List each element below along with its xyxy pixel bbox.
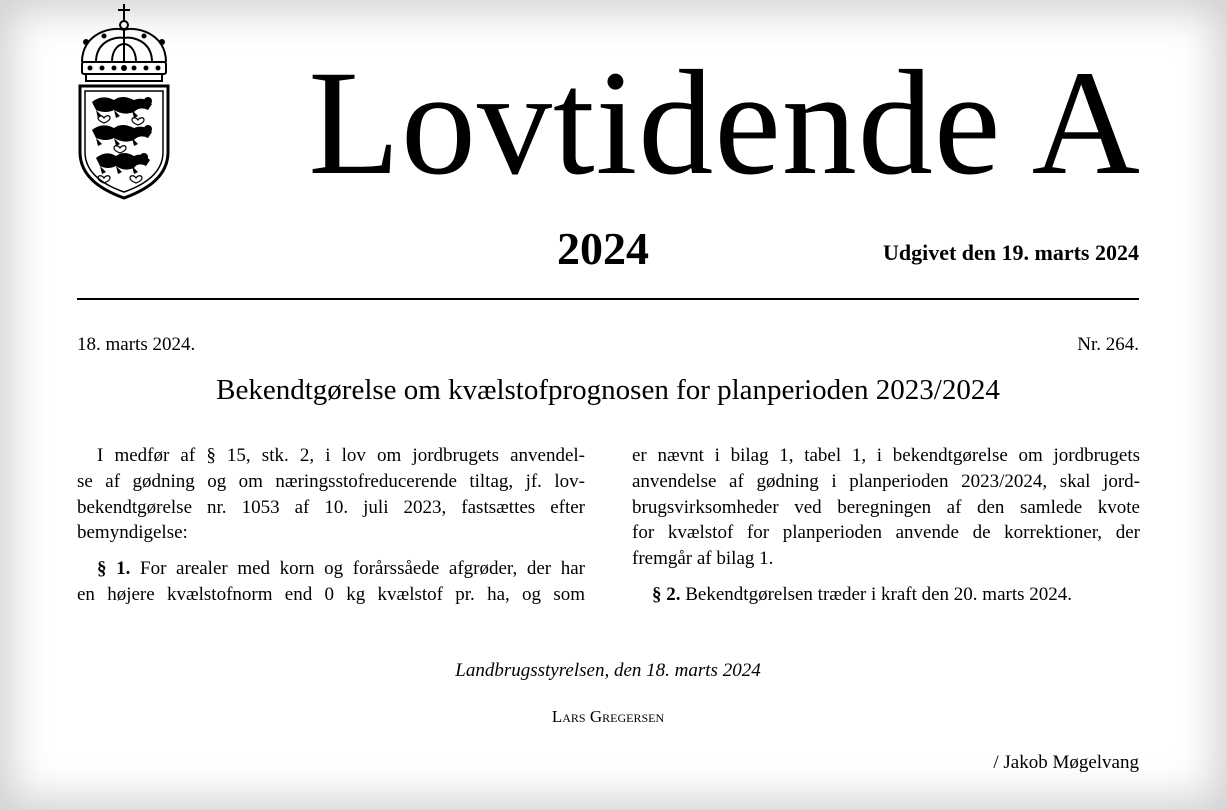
- issue-date: 18. marts 2024.: [77, 334, 196, 355]
- section2-text: Bekendtgørelsen træder i kraft den 20. marts 2024.: [685, 583, 1073, 605]
- section1-line: [77, 556, 585, 582]
- document-title: Bekendtgørelse om kvælstofprognosen for planperioden 2023/2024: [216, 374, 1000, 406]
- text-column-left: [77, 443, 585, 608]
- cosigner-name: / Jakob Møgelvang: [993, 752, 1139, 773]
- section1-line: en højere kvælstofnorm end 0 kg kvælstof pr. ha, og som: [77, 583, 585, 605]
- published-date: Udgivet den 19. marts 2024: [882, 240, 1139, 265]
- intro-line: bemyndigelse:: [77, 522, 188, 544]
- section1-label: § 1.: [97, 558, 131, 580]
- section1-line: brugsvirksomheder ved beregningen af den samlede kvote: [632, 496, 1140, 518]
- section2-line: [632, 582, 1140, 608]
- publication-year: 2024: [557, 223, 649, 274]
- section1-line: er nævnt i bilag 1, tabel 1, i bekendtgørelse om jordbrugets: [632, 445, 1140, 466]
- intro-line: bekendtgørelse nr. 1053 af 10. juli 2023, fastsættes efter: [77, 496, 585, 518]
- masthead-title: Lovtidende A: [308, 40, 1141, 206]
- signer-name: Lars Gregersen: [551, 707, 665, 726]
- section1-line: anvendelse af gødning i planperioden 2023/2024, skal jord-: [632, 470, 1140, 492]
- section1-line: for kvælstof for planperioden anvende de korrektioner, der: [632, 522, 1140, 544]
- section2-label: § 2.: [652, 583, 681, 605]
- header-divider: [77, 298, 1139, 300]
- signoff-place-date: Landbrugsstyrelsen, den 18. marts 2024: [455, 660, 761, 681]
- section1-text: For arealer med korn og forårssåede afgrøder, der har: [140, 558, 586, 580]
- intro-line: I medfør af § 15, stk. 2, i lov om jordbrugets anvendel-: [97, 445, 585, 466]
- issue-number: Nr. 264.: [1077, 334, 1139, 355]
- section1-line: fremgår af bilag 1.: [632, 548, 774, 570]
- danish-royal-coat-of-arms-icon: [74, 2, 174, 200]
- text-column-right: [632, 443, 1140, 608]
- intro-line: se af gødning og om næringsstofreducerende tiltag, jf. lov-: [77, 470, 585, 492]
